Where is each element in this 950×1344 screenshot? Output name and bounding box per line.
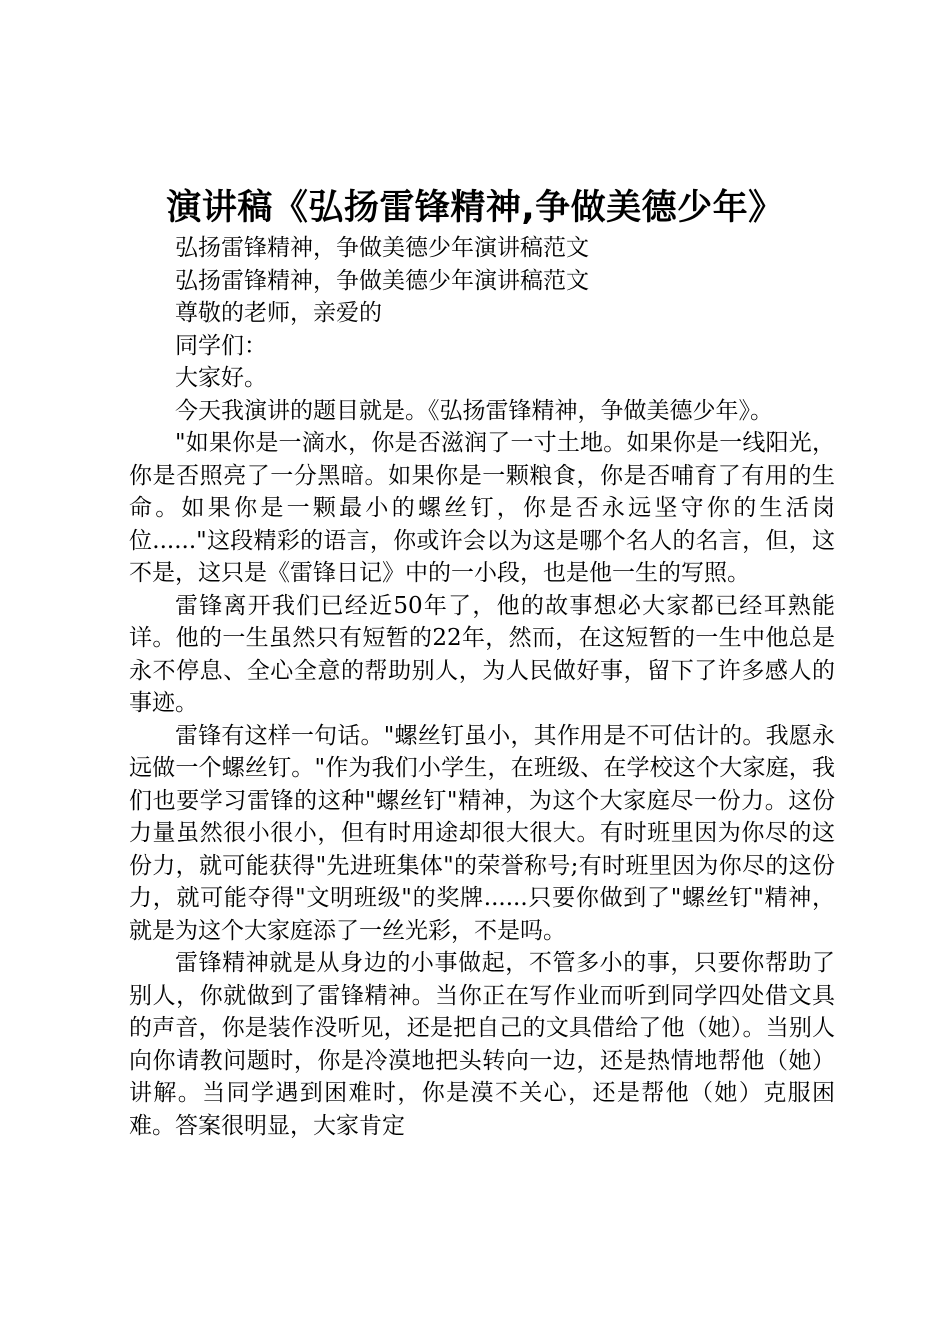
paragraph-greeting: 大家好。 xyxy=(175,365,267,391)
paragraph-lei-feng-story: 雷锋离开我们已经近50年了，他的故事想必大家都已经耳熟能详。他的一生虽然只有短暂的22年，然而，在这短暂的一生中他总是永不停息、全心全意的帮助别人，为人民做好事，留下了许多感人的事迹。 xyxy=(129,592,835,716)
paragraph-quote: "如果你是一滴水，你是否滋润了一寸土地。如果你是一线阳光，你是否照亮了一分黑暗。如果你是一颗粮食，你是否哺育了有用的生命。如果你是一颗最小的螺丝钉，你是否永远坚守你的生活岗位......"这段精彩的语言，你或许会以为这是哪个名人的名言，但，这不是，这只是《雷锋日记》中的一小段，也是他一生的写照。 xyxy=(129,430,835,586)
paragraph-subtitle-1: 弘扬雷锋精神，争做美德少年演讲稿范文 xyxy=(175,235,589,261)
paragraph-salutation-continued: 同学们： xyxy=(175,332,267,359)
paragraph-salutation: 尊敬的老师，亲爱的 xyxy=(175,300,382,326)
paragraph-topic: 今天我演讲的题目就是。《弘扬雷锋精神，争做美德少年》。 xyxy=(175,397,773,424)
document-title: 演讲稿《弘扬雷锋精神,争做美德少年》 xyxy=(166,188,784,228)
document-body xyxy=(129,232,835,1142)
paragraph-small-deeds: 雷锋精神就是从身边的小事做起，不管多小的事，只要你帮助了别人，你就做到了雷锋精神。当你正在写作业而听到同学四处借文具的声音，你是装作没听见，还是把自己的文具借给了他（她）。当别人向你请教问题时，你是冷漠地把头转向一边，还是热情地帮他（她）讲解。当同学遇到困难时，你是漠不关心，还是帮他（她）克服困难。答案很明显，大家肯定 xyxy=(129,950,835,1139)
paragraph-screw-spirit: 雷锋有这样一句话。"螺丝钉虽小，其作用是不可估计的。我愿永远做一个螺丝钉。"作为我们小学生，在班级、在学校这个大家庭，我们也要学习雷锋的这种"螺丝钉"精神，为这个大家庭尽一份力。这份力量虽然很小很小，但有时用途却很大很大。有时班里因为你尽的这份力，就可能获得"先进班集体"的荣誉称号;有时班里因为你尽的这份力，就可能夺得"文明班级"的奖牌......只要你做到了"螺丝钉"精神，就是为这个大家庭添了一丝光彩，不是吗。 xyxy=(129,722,835,944)
paragraph-subtitle-2: 弘扬雷锋精神，争做美德少年演讲稿范文 xyxy=(175,267,589,294)
